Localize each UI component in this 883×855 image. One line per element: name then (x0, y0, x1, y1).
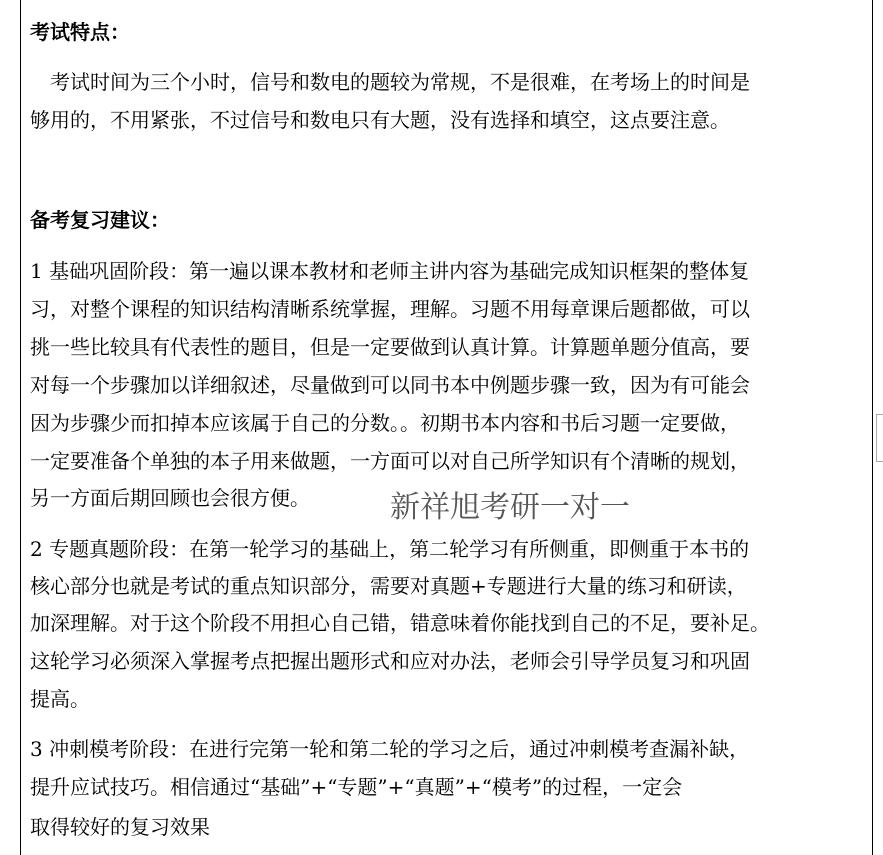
text-line: 另一方面后期回顾也会很方便。 (30, 486, 310, 510)
heading-review-advice: 备考复习建议： (30, 208, 170, 232)
text-line: 一定要准备个单独的本子用来做题，一方面可以对自己所学知识有个清晰的规划， (30, 449, 750, 473)
text-line: 这轮学习必须深入掌握考点把握出题形式和应对办法，老师会引导学员复习和巩固 (30, 649, 750, 673)
text-line: 提升应试技巧。相信通过“基础”+“专题”+“真题”+“模考”的过程，一定会 (30, 775, 683, 799)
text-line: 取得较好的复习效果 (30, 815, 210, 839)
margin-marker (876, 414, 883, 462)
text-line: 考试时间为三个小时，信号和数电的题较为常规，不是很难，在考场上的时间是 (30, 70, 750, 94)
text-line: 对每一个步骤加以详细叙述，尽量做到可以同书本中例题步骤一致，因为有可能会 (30, 373, 750, 397)
text-line: 2 专题真题阶段：在第一轮学习的基础上，第二轮学习有所侧重，即侧重于本书的 (30, 537, 750, 561)
watermark: 新祥旭考研一对一 (390, 490, 630, 525)
text-line: 够用的，不用紧张，不过信号和数电只有大题，没有选择和填空，这点要注意。 (30, 108, 730, 132)
text-line: 核心部分也就是考试的重点知识部分，需要对真题+专题进行大量的练习和研读， (30, 574, 747, 598)
heading-exam-features: 考试特点： (30, 20, 130, 44)
text-line: 加深理解。对于这个阶段不用担心自己错，错意味着你能找到自己的不足，要补足。 (30, 611, 770, 635)
text-line: 习，对整个课程的知识结构清晰系统掌握，理解。习题不用每章课后题都做，可以 (30, 297, 750, 321)
text-line: 3 冲刺模考阶段：在进行完第一轮和第二轮的学习之后，通过冲刺模考查漏补缺， (30, 737, 750, 761)
text-line: 1 基础巩固阶段：第一遍以课本教材和老师主讲内容为基础完成知识框架的整体复 (30, 259, 750, 283)
text-line: 因为步骤少而扣掉本应该属于自己的分数。。初期书本内容和书后习题一定要做， (30, 411, 740, 435)
text-line: 提高。 (30, 687, 90, 711)
text-line: 挑一些比较具有代表性的题目，但是一定要做到认真计算。计算题单题分值高，要 (30, 335, 750, 359)
